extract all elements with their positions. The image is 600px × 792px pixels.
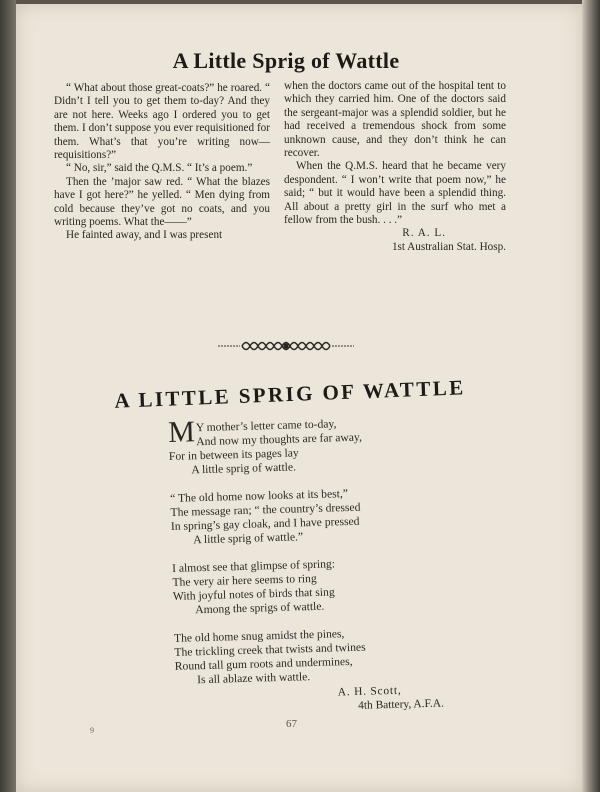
poem-line: Among the sprigs of wattle. [195, 599, 325, 617]
page-number: 67 [286, 718, 297, 730]
poem-stanza [170, 483, 491, 548]
article-right-column [284, 80, 506, 254]
poem-stanza [168, 413, 489, 478]
article-affiliation: 1st Australian Stat. Hosp. [391, 240, 506, 253]
poem-stanza [174, 623, 495, 688]
article-signature: R. A. L. [402, 227, 446, 240]
article-title: A Little Sprig of Wattle [172, 48, 400, 73]
poem-line: The trickling creek that twists and twines [174, 640, 366, 659]
poem-title: A LITTLE SPRIG OF WATTLE [113, 375, 466, 413]
poem-line: The very air here seems to ring [172, 571, 317, 589]
poem-line: I almost see that glimpse of spring: [171, 557, 336, 575]
poem-line: A little sprig of wattle.” [193, 530, 304, 547]
article-paragraph: when the doctors came out of the hospital tent to which they carried him. One of the doctors said the sergeant-major was a splendid soldier, but he had received a tremendous shock from some unknown cause, and they don’t think he can recover. [284, 80, 506, 160]
article-paragraph: He fainted away, and I was present [66, 229, 223, 242]
article-paragraph: “ What about those great-coats?” he roared. “ Didn’t I tell you to get them to-day? And they are not here. Weeks ago I ordered you to get them. I don’t suppose you ever requisitioned for them. What’s that you’re writing now—requisitions?” [54, 82, 270, 162]
poem-line: The message ran; “ the country’s dressed [170, 500, 361, 519]
poem-line: A little sprig of wattle. [191, 460, 297, 477]
decorative-divider-ornament [216, 338, 356, 354]
article-paragraph: “ No, sir,” said the Q.M.S. “ It’s a poem.” [66, 162, 253, 175]
poem-line: “ The old home now looks at its best,” [169, 487, 349, 505]
poem-line: The old home snug amidst the pines, [173, 627, 345, 645]
poem-unit: 4th Battery, A.F.A. [358, 697, 445, 712]
poem-line: Is all ablaze with wattle. [197, 670, 311, 687]
adjacent-page-edge [582, 0, 600, 792]
poem-line: Y mother’s letter came to-day, [195, 417, 337, 435]
magazine-page [16, 4, 582, 792]
poem-stanza [172, 553, 493, 618]
article-paragraph: Then the ’major saw red. “ What the blazes have I got here?” he yelled. “ Men dying from cold because they’ve got no coats, and you writing poems. What the——” [54, 175, 270, 229]
poem-line: Round tall gum roots and undermines, [174, 654, 353, 673]
poem-line: In spring’s gay cloak, and I have pressed [170, 514, 360, 533]
poem-line: And now my thoughts are far away, [196, 430, 363, 449]
article-left-column [54, 82, 270, 243]
poem-signature [338, 683, 444, 714]
article-paragraph: When the Q.M.S. heard that he became very despondent. “ I won’t write that poem now,” he said; “ but it would have been a splendid thing. All about a pretty girl in the surf who met a fellow from the bush. . . .” [284, 160, 506, 227]
drop-cap: M [167, 415, 196, 449]
book-binding-edge [0, 0, 16, 792]
poem-body [168, 413, 496, 702]
poem-line: With joyful notes of birds that sing [172, 585, 335, 603]
poem-author: A. H. Scott, [337, 684, 402, 699]
margin-number: 9 [90, 726, 94, 735]
poem-line: For in between its pages lay [168, 446, 299, 463]
